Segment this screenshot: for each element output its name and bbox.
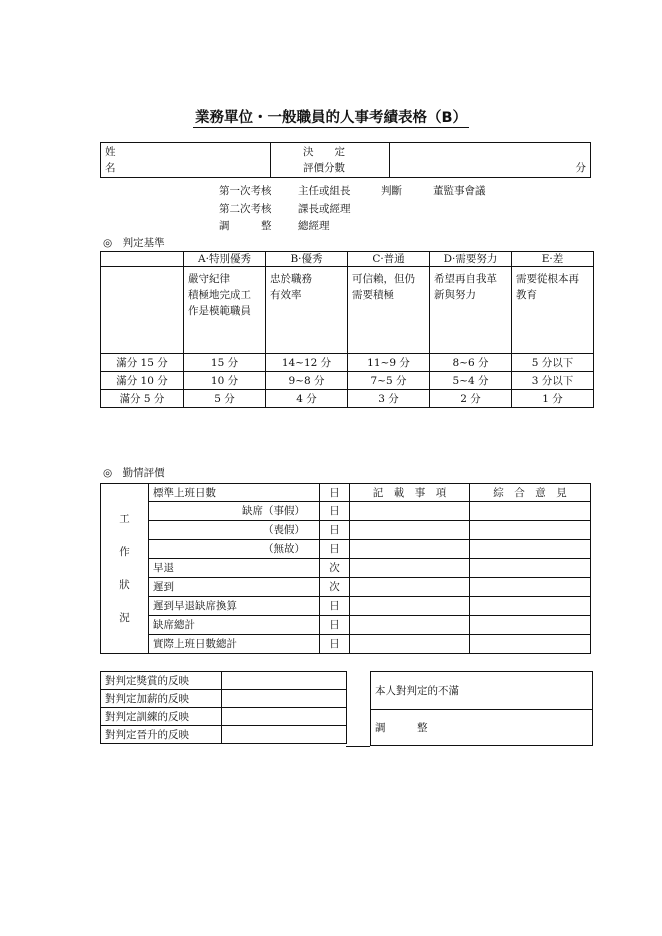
connector-line	[346, 746, 370, 747]
attendance-row-label: 實際上班日數總計	[149, 635, 320, 654]
side-char-3: 狀	[119, 578, 130, 591]
table-row	[101, 726, 347, 744]
comment-cell[interactable]	[470, 502, 591, 521]
side-char-2: 作	[119, 545, 130, 558]
approval-row-3	[0, 218, 662, 234]
table-row	[101, 635, 591, 654]
header-comment: 綜 合 意 見	[470, 484, 591, 502]
attendance-section-label: ◎ 勤情評價	[103, 467, 165, 479]
score-unit: 分	[575, 162, 586, 174]
score-cell-c: 11~9 分	[348, 354, 430, 372]
table-row	[101, 578, 591, 597]
approval-row-2	[0, 201, 662, 217]
criteria-section-label: ◎ 判定基準	[103, 237, 165, 249]
name-label-2: 名	[105, 162, 116, 174]
record-cell[interactable]	[350, 559, 470, 578]
criteria-desc-b: 忠於職務 有效率	[266, 267, 348, 354]
comment-cell[interactable]	[470, 540, 591, 559]
reflection-input[interactable]	[222, 690, 347, 708]
approval-1-role: 主任或組長	[298, 185, 351, 197]
record-cell[interactable]	[350, 521, 470, 540]
decision-label-2: 評價分數	[303, 162, 345, 174]
table-row	[101, 390, 594, 408]
criteria-col-b: B·優秀	[266, 252, 348, 267]
comment-cell[interactable]	[470, 521, 591, 540]
table-row	[101, 354, 594, 372]
record-cell[interactable]	[350, 502, 470, 521]
attendance-row-unit: 次	[320, 559, 350, 578]
approval-3-stage: 調 整	[219, 220, 272, 232]
criteria-desc-e: 需要從根本再 教育	[512, 267, 594, 354]
score-cell-e: 3 分以下	[512, 372, 594, 390]
score-cell-b: 4 分	[266, 390, 348, 408]
score-cell-e: 5 分以下	[512, 354, 594, 372]
reflection-label-raise: 對判定加薪的反映	[101, 690, 222, 708]
reflection-input[interactable]	[222, 726, 347, 744]
header-table	[100, 142, 591, 178]
comment-cell[interactable]	[470, 597, 591, 616]
table-row	[101, 540, 591, 559]
table-row	[101, 521, 591, 540]
dissatisfaction-table	[370, 671, 593, 746]
attendance-row-unit: 日	[320, 502, 350, 521]
record-cell[interactable]	[350, 635, 470, 654]
attendance-row-unit: 日	[320, 597, 350, 616]
approval-row-1	[0, 183, 662, 199]
criteria-desc-a: 嚴守紀律 積極地完成工 作是模範職員	[184, 267, 266, 354]
attendance-row-label: 缺席（事假）	[149, 502, 320, 521]
name-label-1: 姓	[105, 146, 116, 158]
table-row	[101, 484, 591, 502]
table-row	[101, 616, 591, 635]
score-row-label: 滿分 15 分	[101, 354, 184, 372]
attendance-side-label	[101, 484, 149, 654]
criteria-table	[100, 251, 594, 408]
comment-cell[interactable]	[470, 559, 591, 578]
score-row-label: 滿分 5 分	[101, 390, 184, 408]
decision-label-cell	[271, 143, 390, 178]
table-row	[101, 502, 591, 521]
attendance-row-label: （喪假）	[149, 521, 320, 540]
adjust-label[interactable]: 調 整	[371, 710, 593, 746]
score-cell-d: 5~4 分	[430, 372, 512, 390]
table-row	[101, 708, 347, 726]
criteria-corner	[101, 252, 184, 267]
record-cell[interactable]	[350, 616, 470, 635]
criteria-col-c: C·普通	[348, 252, 430, 267]
score-cell-a: 10 分	[184, 372, 266, 390]
criteria-col-a: A·特別優秀	[184, 252, 266, 267]
criteria-desc-d: 希望再自我革 新與努力	[430, 267, 512, 354]
score-cell-d: 8~6 分	[430, 354, 512, 372]
table-row	[101, 690, 347, 708]
attendance-row-unit: 次	[320, 578, 350, 597]
attendance-row-unit: 日	[320, 484, 350, 502]
side-char-4: 況	[119, 611, 130, 624]
approval-2-stage: 第二次考核	[219, 203, 272, 215]
attendance-row-label: 早退	[149, 559, 320, 578]
criteria-desc-label	[101, 267, 184, 354]
approval-1-board: 董監事會議	[433, 185, 486, 197]
score-cell-c: 7~5 分	[348, 372, 430, 390]
name-cell[interactable]	[101, 143, 271, 178]
page-title: 業務單位・一般職員的人事考績表格（B）	[194, 110, 468, 126]
header-record: 記 載 事 項	[350, 484, 470, 502]
attendance-row-unit: 日	[320, 521, 350, 540]
comment-cell[interactable]	[470, 616, 591, 635]
score-row-label: 滿分 10 分	[101, 372, 184, 390]
score-cell[interactable]	[390, 143, 591, 178]
approval-2-role: 課長或經理	[298, 203, 351, 215]
attendance-row-label: 遲到早退缺席換算	[149, 597, 320, 616]
table-row	[101, 559, 591, 578]
score-cell-b: 14~12 分	[266, 354, 348, 372]
decision-label-1: 決 定	[303, 146, 345, 158]
record-cell[interactable]	[350, 597, 470, 616]
reflection-label-promotion: 對判定晉升的反映	[101, 726, 222, 744]
score-cell-c: 3 分	[348, 390, 430, 408]
attendance-row-unit: 日	[320, 540, 350, 559]
attendance-row-label: （無故）	[149, 540, 320, 559]
score-cell-b: 9~8 分	[266, 372, 348, 390]
table-row	[101, 597, 591, 616]
attendance-row-unit: 日	[320, 635, 350, 654]
table-row	[101, 372, 594, 390]
criteria-desc-c: 可信賴，但仍 需要積極	[348, 267, 430, 354]
dissatisfaction-label[interactable]: 本人對判定的不滿	[371, 672, 593, 710]
reflection-label-reward: 對判定獎賞的反映	[101, 672, 222, 690]
side-char-1: 工	[119, 512, 130, 525]
score-cell-e: 1 分	[512, 390, 594, 408]
table-row	[101, 672, 347, 690]
attendance-row-label: 缺席總計	[149, 616, 320, 635]
attendance-row-unit: 日	[320, 616, 350, 635]
record-cell[interactable]	[350, 578, 470, 597]
reflection-label-training: 對判定訓練的反映	[101, 708, 222, 726]
approval-3-role: 總經理	[298, 220, 330, 232]
attendance-table	[100, 483, 591, 654]
score-cell-d: 2 分	[430, 390, 512, 408]
criteria-col-d: D·需要努力	[430, 252, 512, 267]
score-cell-a: 15 分	[184, 354, 266, 372]
criteria-col-e: E·差	[512, 252, 594, 267]
reflection-table	[100, 671, 347, 744]
approval-1-judge: 判斷	[381, 185, 402, 197]
attendance-row-label: 遲到	[149, 578, 320, 597]
reflection-input[interactable]	[222, 672, 347, 690]
score-cell-a: 5 分	[184, 390, 266, 408]
reflection-input[interactable]	[222, 708, 347, 726]
comment-cell[interactable]	[470, 578, 591, 597]
attendance-row-label: 標準上班日數	[149, 484, 320, 502]
approval-1-stage: 第一次考核	[219, 185, 272, 197]
record-cell[interactable]	[350, 540, 470, 559]
comment-cell[interactable]	[470, 635, 591, 654]
